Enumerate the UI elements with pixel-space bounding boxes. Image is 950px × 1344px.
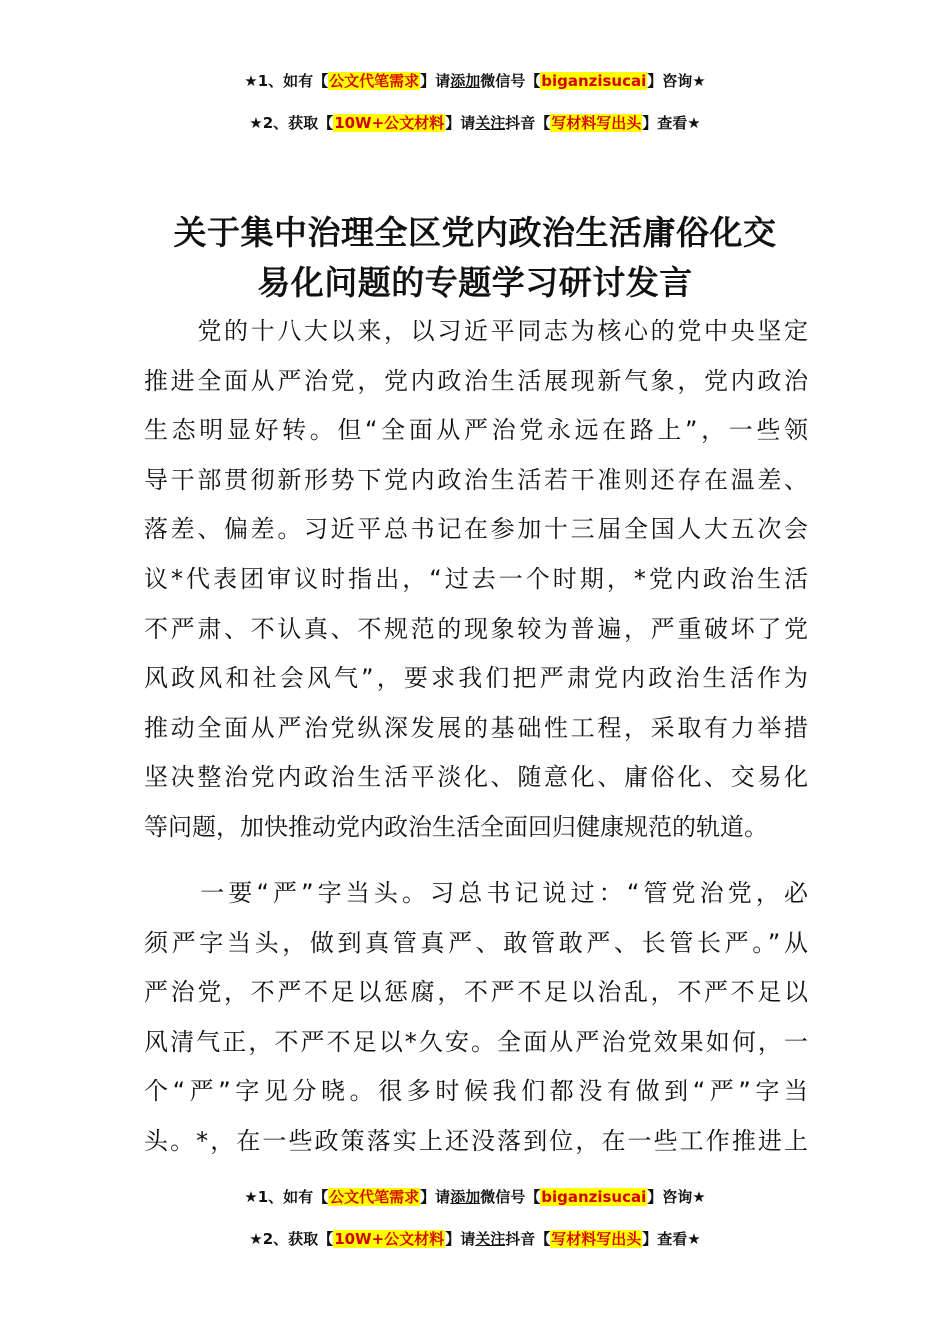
text-line: 导干部贯彻新形势下党内政治生活若干准则还存在温差、 (144, 465, 808, 494)
promo-line-2 (0, 108, 950, 150)
text-line: 落差、偏差。习近平总书记在参加十三届全国人大五次会 (144, 515, 808, 544)
promo-underline: 关注 (475, 114, 506, 132)
text-line: 风清气正，不严不足以*久安。全面从严治党效果如何，一 (144, 1027, 808, 1056)
text-line: 风政风和社会风气”，要求我们把严肃党内政治生活作为 (144, 664, 808, 693)
promo-text: 】请 (445, 114, 476, 132)
text-line: 须严字当头，做到真管真严、敢管敢严、长管长严。”从 (144, 928, 808, 957)
promo-text: 抖音【 (505, 114, 551, 132)
promo-underline: 添加 (450, 1188, 481, 1206)
promo-text: ★1、如有【 (244, 72, 329, 90)
text-line: 头。*，在一些政策落实上还没落到位，在一些工作推进上 (144, 1126, 808, 1155)
promo-text: 】查看★ (642, 1230, 701, 1248)
promo-highlight-wechat: biganzisucai (541, 1188, 647, 1206)
title-line: 关于集中治理全区党内政治生活庸俗化交 (173, 213, 777, 253)
document-title (120, 208, 830, 308)
text-line: 个“严”字见分晓。很多时候我们都没有做到“严”字当 (144, 1077, 808, 1106)
promo-highlight-wechat: biganzisucai (541, 72, 647, 90)
text-line: 推进全面从严治党，党内政治生活展现新气象，党内政治 (144, 366, 808, 395)
title-line: 易化问题的专题学习研讨发言 (257, 263, 693, 303)
promo-text: 】咨询★ (647, 1188, 706, 1206)
paragraph-2 (144, 869, 808, 1167)
promo-banner-bottom (0, 1182, 950, 1266)
promo-text: 微信号【 (480, 72, 541, 90)
text-line: 推动全面从严治党纵深发展的基础性工程，采取有力举措 (144, 713, 808, 742)
text-line: 等问题，加快推动党内政治生活全面回归健康规范的轨道。 (144, 812, 768, 841)
promo-text: 微信号【 (480, 1188, 541, 1206)
promo-line-2 (0, 1224, 950, 1266)
promo-text: 】请 (420, 72, 451, 90)
promo-highlight: 公文代笔需求 (329, 72, 420, 90)
promo-text: 抖音【 (505, 1230, 551, 1248)
text-line: 生态明显好转。但“全面从严治党永远在路上”，一些领 (144, 416, 808, 445)
promo-text: 】请 (445, 1230, 476, 1248)
text-line: 不严肃、不认真、不规范的现象较为普遍，严重破坏了党 (144, 614, 808, 643)
promo-highlight-douyin: 写材料写出头 (551, 114, 642, 132)
promo-underline: 添加 (450, 72, 481, 90)
promo-text: ★2、获取【 (249, 1230, 334, 1248)
promo-text: 】查看★ (642, 114, 701, 132)
text-line: 党的十八大以来，以习近平同志为核心的党中央坚定 (144, 317, 808, 345)
promo-banner-top (0, 66, 950, 150)
text-line: 议*代表团审议时指出，“过去一个时期，*党内政治生活 (144, 564, 808, 593)
promo-text: ★1、如有【 (244, 1188, 329, 1206)
paragraph-1 (144, 307, 808, 853)
promo-highlight: 公文代笔需求 (329, 1188, 420, 1206)
promo-line-1 (0, 1182, 950, 1224)
text-line: 一要“严”字当头。习总书记说过：“管党治党，必 (144, 879, 808, 907)
promo-highlight-douyin: 写材料写出头 (551, 1230, 642, 1248)
text-line: 坚决整治党内政治生活平淡化、随意化、庸俗化、交易化 (144, 763, 808, 792)
promo-underline: 关注 (475, 1230, 506, 1248)
promo-line-1 (0, 66, 950, 108)
promo-text: 】请 (420, 1188, 451, 1206)
promo-highlight: 10W+公文材料 (334, 114, 445, 132)
promo-text: ★2、获取【 (249, 114, 334, 132)
promo-highlight: 10W+公文材料 (334, 1230, 445, 1248)
promo-text: 】咨询★ (647, 72, 706, 90)
text-line: 严治党，不严不足以惩腐，不严不足以治乱，不严不足以 (144, 978, 808, 1007)
